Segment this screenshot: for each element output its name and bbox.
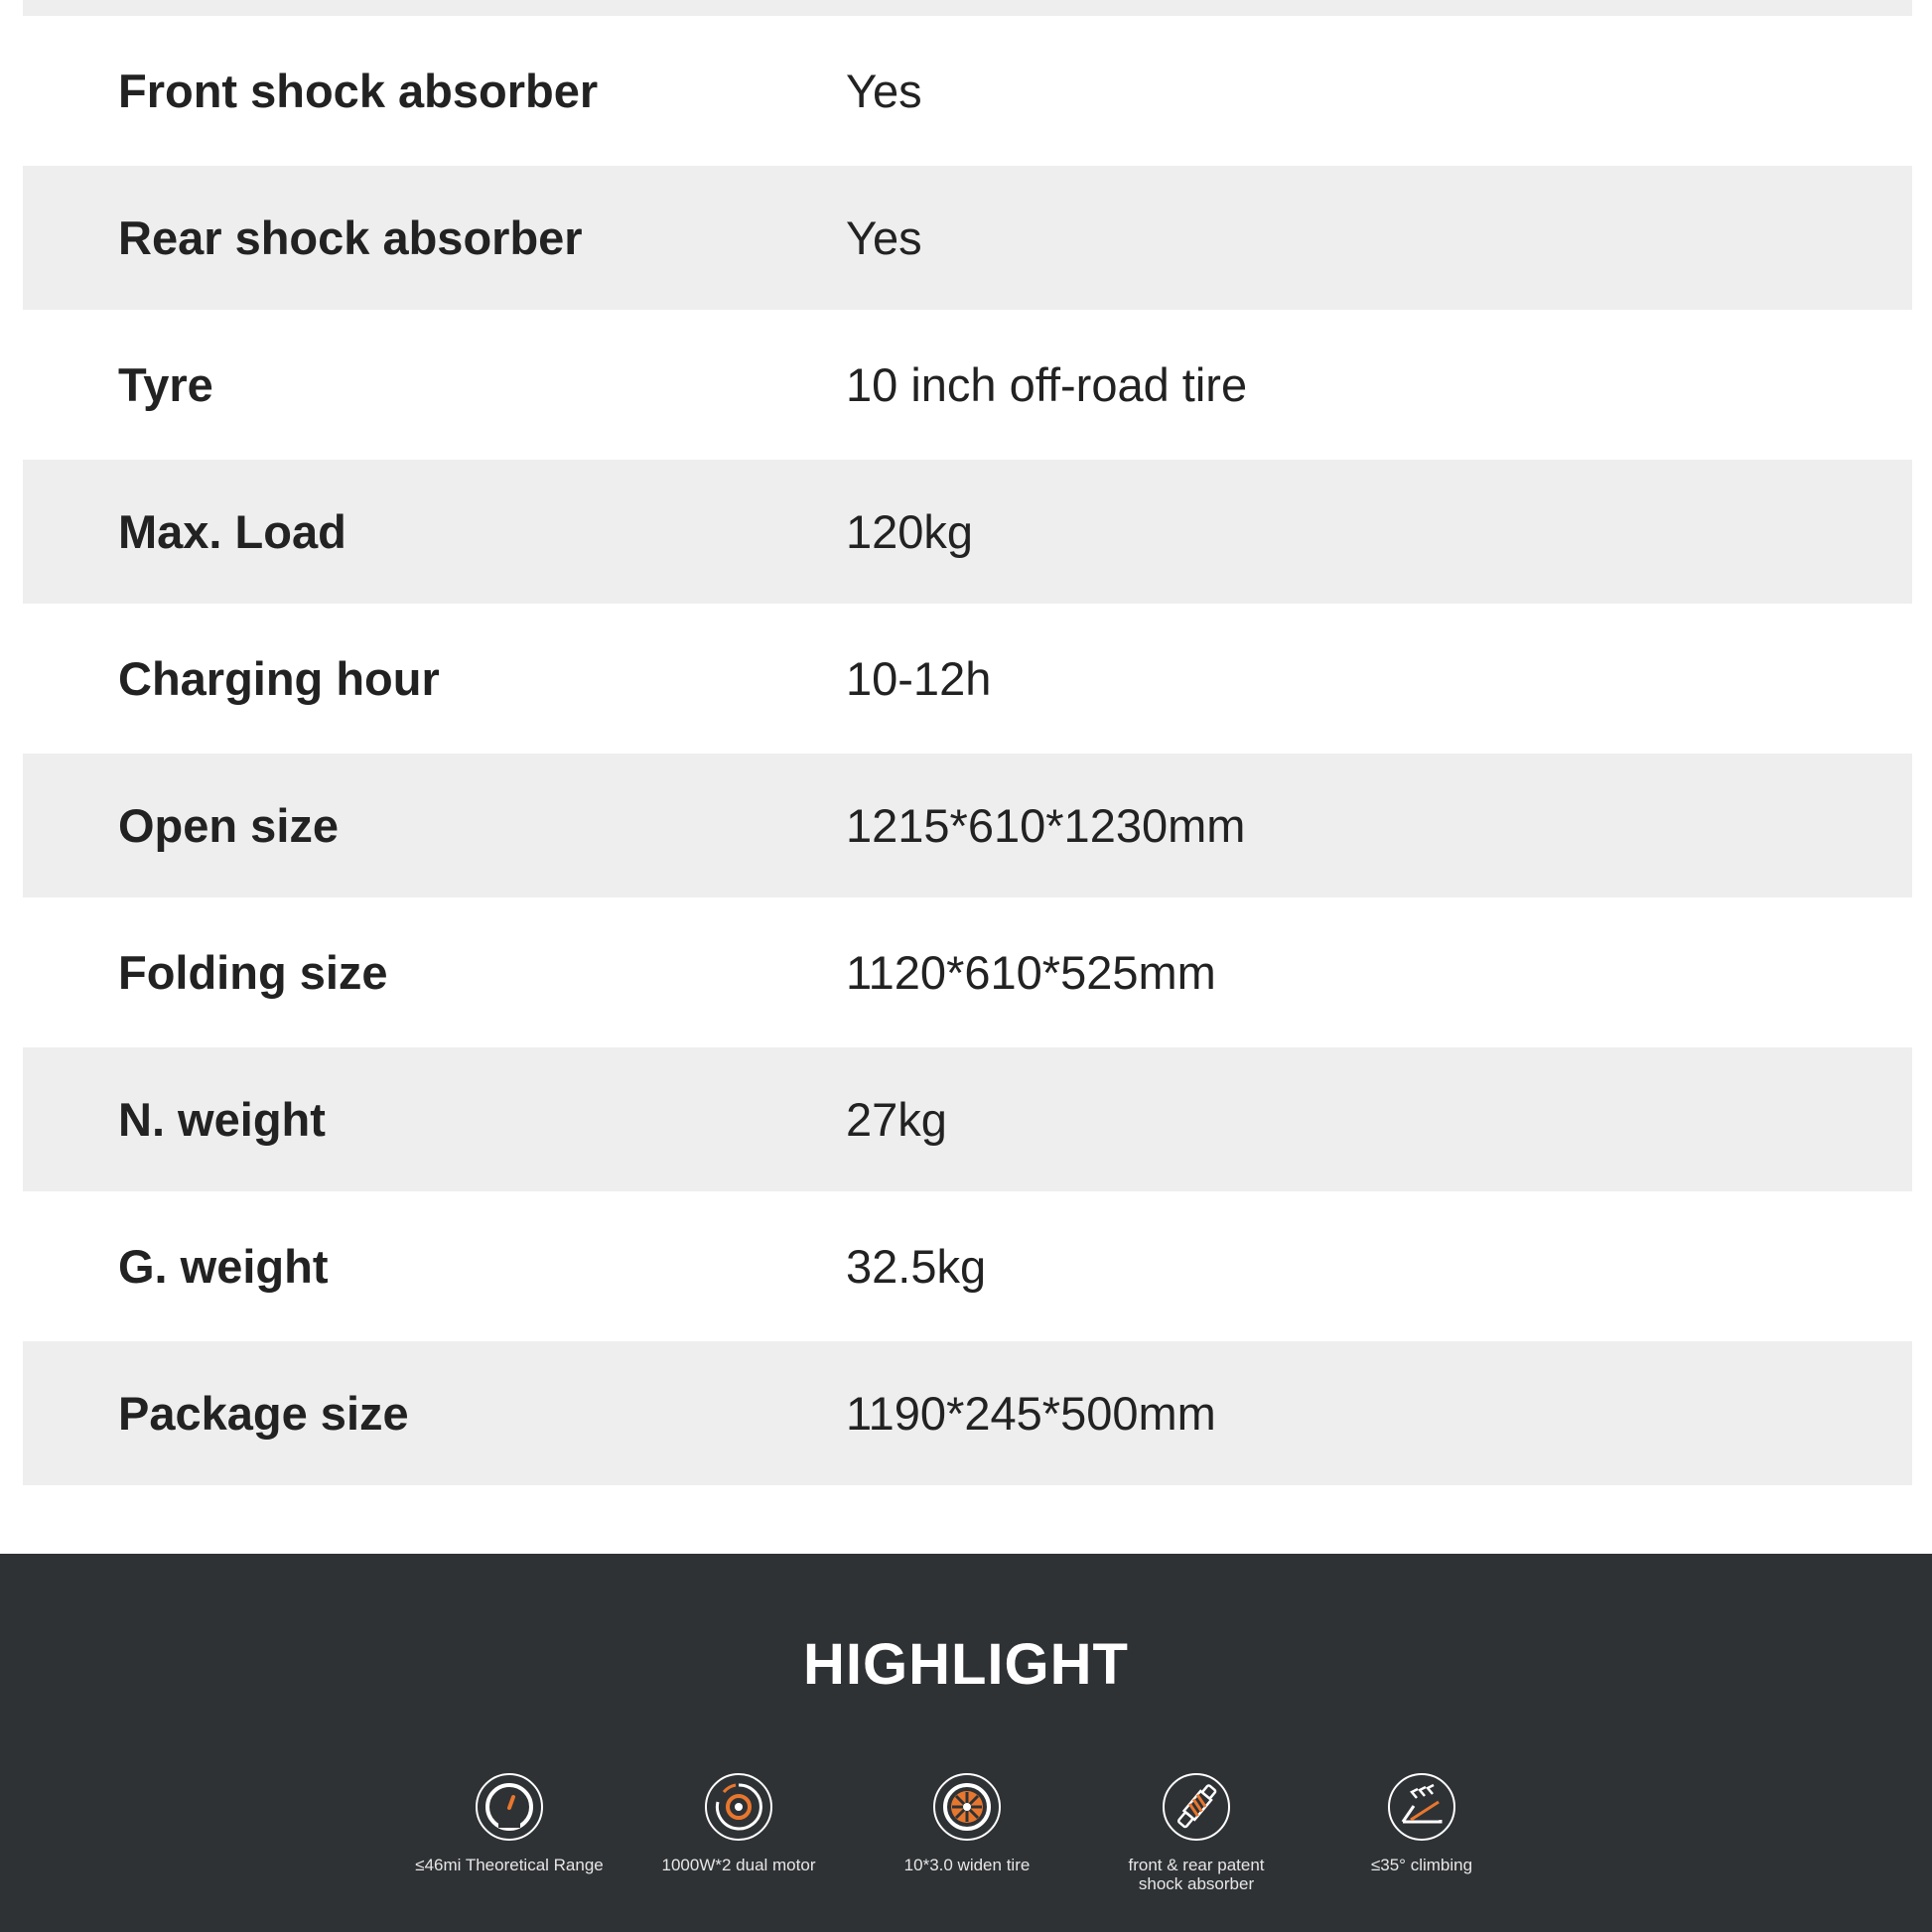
spec-value: 1215*610*1230mm <box>846 799 1246 852</box>
spec-label: G. weight <box>118 1240 329 1293</box>
spec-table <box>23 0 1912 1485</box>
feature-caption: 1000W*2 dual motor <box>661 1856 816 1874</box>
spec-label: N. weight <box>118 1093 326 1146</box>
feature-item-tire <box>868 1772 1066 1874</box>
spec-value: 120kg <box>846 505 974 558</box>
spec-row <box>23 1191 1912 1341</box>
feature-caption: 10*3.0 widen tire <box>903 1856 1031 1874</box>
spec-value: 32.5kg <box>846 1240 987 1293</box>
spec-value: 1120*610*525mm <box>846 946 1216 999</box>
spec-label: Charging hour <box>118 652 440 705</box>
highlight-title: HIGHLIGHT <box>803 1632 1129 1697</box>
spec-value: Yes <box>846 211 922 264</box>
spec-label: Rear shock absorber <box>118 211 583 264</box>
spec-label: Folding size <box>118 946 388 999</box>
feature-list <box>0 1772 1932 1921</box>
highlight-section <box>0 1554 1932 1932</box>
shock-absorber-icon <box>1162 1772 1231 1842</box>
feature-item-shock <box>1097 1772 1296 1893</box>
spec-label: Tyre <box>118 358 213 411</box>
table-top-strip <box>23 0 1912 16</box>
feature-item-range <box>410 1772 609 1874</box>
spec-row <box>23 604 1912 754</box>
spec-row <box>23 460 1912 604</box>
spec-row <box>23 166 1912 310</box>
spec-row <box>23 754 1912 897</box>
feature-caption: front & rear patent shock absorber <box>1128 1856 1265 1893</box>
climbing-icon <box>1387 1772 1456 1842</box>
speedometer-icon <box>475 1772 544 1842</box>
feature-caption: ≤35° climbing <box>1370 1856 1473 1874</box>
spec-label: Max. Load <box>118 505 346 558</box>
spec-value: 1190*245*500mm <box>846 1387 1216 1440</box>
spec-row <box>23 1341 1912 1485</box>
spec-label: Package size <box>118 1387 409 1440</box>
spec-row <box>23 897 1912 1047</box>
spec-row <box>23 1047 1912 1191</box>
spec-row <box>23 16 1912 166</box>
spec-label: Front shock absorber <box>118 65 599 117</box>
spec-value: 10 inch off-road tire <box>846 358 1248 411</box>
spec-value: 10-12h <box>846 652 992 705</box>
tire-icon <box>932 1772 1002 1842</box>
motor-icon <box>704 1772 773 1842</box>
feature-caption: ≤46mi Theoretical Range <box>415 1856 604 1874</box>
feature-item-motor <box>639 1772 838 1874</box>
spec-value: Yes <box>846 65 922 117</box>
feature-item-climbing <box>1322 1772 1521 1874</box>
spec-row <box>23 310 1912 460</box>
spec-value: 27kg <box>846 1093 947 1146</box>
spec-label: Open size <box>118 799 340 852</box>
